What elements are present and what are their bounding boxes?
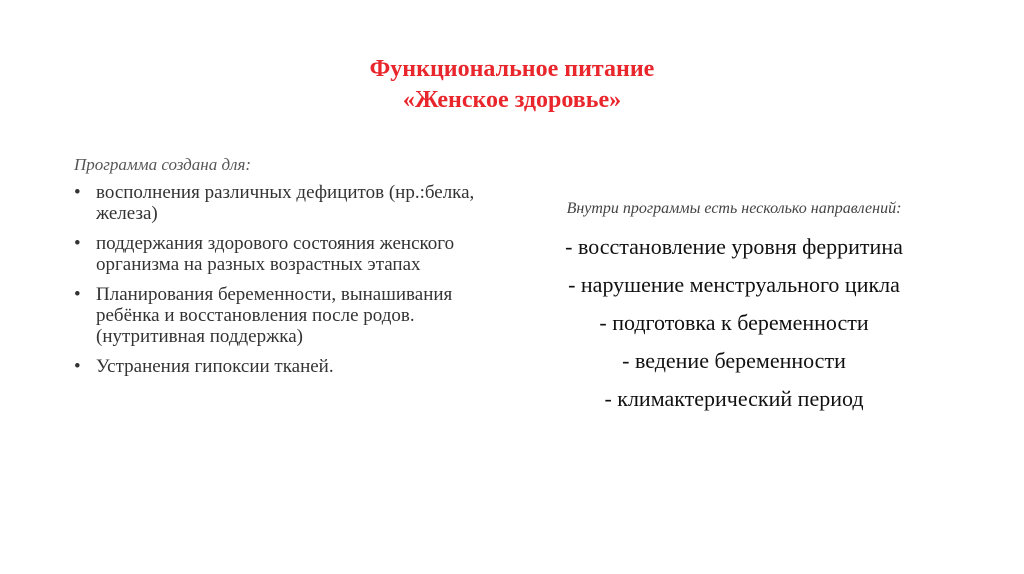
direction-item: - подготовка к беременности: [599, 310, 869, 335]
program-purpose-list: [74, 182, 514, 377]
program-directions-column: [484, 198, 984, 418]
list-item: [74, 233, 514, 275]
list-item: [74, 182, 514, 224]
bullet-icon: •: [74, 233, 81, 254]
title-line-1: Функциональное питание: [369, 56, 655, 82]
list-item-text: Планирования беременности, вынашивания ребёнка и восстановления после родов. (нутритивная поддержка): [96, 284, 453, 347]
list-item: [74, 356, 514, 377]
list-item-text: поддержания здорового состояния женского организма на разных возрастных этапах: [96, 233, 455, 275]
list-item: [74, 284, 514, 347]
program-directions-intro: Внутри программы есть несколько направлений:: [566, 200, 902, 217]
title-line-2: «Женское здоровье»: [402, 87, 622, 113]
direction-item: - ведение беременности: [622, 348, 846, 373]
direction-item: - восстановление уровня ферритина: [565, 234, 903, 259]
list-item-text: Устранения гипоксии тканей.: [96, 356, 334, 377]
list-item-text: восполнения различных дефицитов (нр.:белка, железа): [96, 182, 475, 224]
program-directions-list: [484, 228, 984, 418]
direction-item: - климактерический период: [604, 386, 864, 411]
direction-item: - нарушение менструального цикла: [568, 272, 900, 297]
program-purpose-intro: Программа создана для:: [74, 155, 252, 174]
slide-title: [0, 54, 1024, 116]
bullet-icon: •: [74, 284, 81, 305]
program-purpose-column: [74, 154, 514, 386]
bullet-icon: •: [74, 182, 81, 203]
bullet-icon: •: [74, 356, 81, 377]
